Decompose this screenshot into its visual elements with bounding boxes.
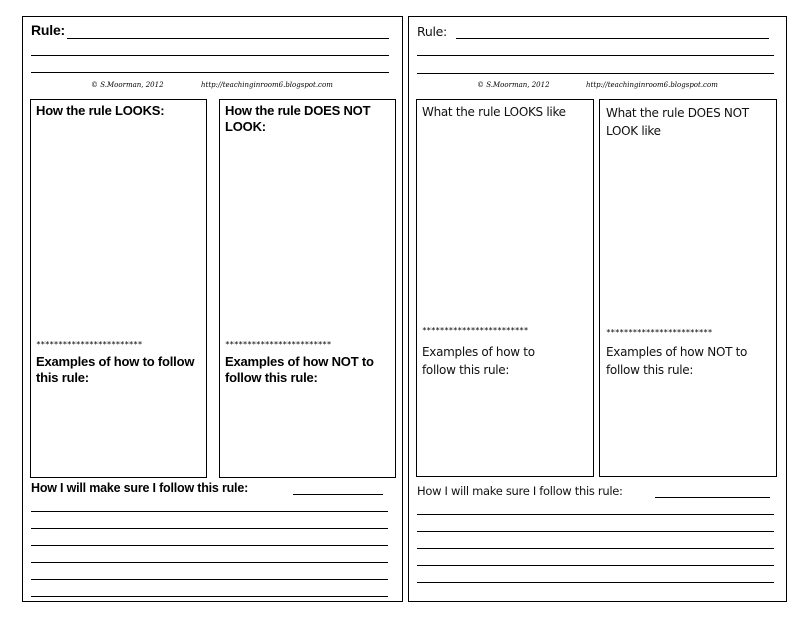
left-worksheet	[22, 16, 403, 602]
right-worksheet	[408, 16, 787, 602]
answer-line	[31, 562, 388, 563]
answer-line	[31, 545, 388, 546]
rule-line	[31, 55, 389, 56]
answer-line	[31, 528, 388, 529]
looks-heading: How the rule LOOKS:	[36, 103, 165, 118]
rule-line	[67, 38, 389, 39]
does-not-look-heading: How the rule DOES NOT LOOK:	[225, 103, 371, 134]
examples-not-heading: Examples of how NOT to follow this rule:	[225, 354, 374, 385]
credit-author: © S.Moorman, 2012	[91, 81, 164, 89]
answer-line	[417, 514, 774, 515]
answer-line	[31, 579, 388, 580]
rule-line	[456, 38, 769, 39]
examples-heading: Examples of how to follow this rule:	[422, 345, 535, 377]
examples-heading: Examples of how to follow this rule:	[36, 354, 195, 385]
answer-line	[417, 548, 774, 549]
does-not-look-box	[599, 99, 777, 477]
looks-box	[30, 99, 207, 478]
examples-not-heading: Examples of how NOT to follow this rule:	[606, 345, 748, 377]
credit-url: http://teachinginroom6.blogspot.com	[586, 81, 718, 89]
rule-line	[417, 55, 774, 56]
rule-label: Rule:	[31, 22, 66, 38]
divider-stars: ************************	[36, 340, 142, 349]
divider-stars: ************************	[422, 326, 528, 335]
answer-line	[31, 511, 388, 512]
does-not-look-box	[219, 99, 396, 478]
answer-line	[293, 494, 383, 495]
rule-line	[417, 73, 774, 74]
credit-author: © S.Moorman, 2012	[477, 81, 550, 89]
rule-line	[31, 72, 389, 73]
answer-line	[417, 582, 774, 583]
does-not-look-heading: What the rule DOES NOT LOOK like	[606, 106, 749, 138]
answer-line	[31, 596, 388, 597]
rule-label: Rule:	[417, 24, 447, 39]
divider-stars: ************************	[606, 328, 712, 337]
divider-stars: ************************	[225, 340, 331, 349]
answer-line	[417, 565, 774, 566]
answer-line	[655, 497, 770, 498]
answer-line	[417, 531, 774, 532]
looks-box	[416, 99, 594, 477]
looks-heading: What the rule LOOKS like	[422, 105, 566, 119]
follow-prompt: How I will make sure I follow this rule:	[31, 481, 249, 495]
follow-prompt: How I will make sure I follow this rule:	[417, 484, 623, 498]
credit-url: http://teachinginroom6.blogspot.com	[201, 81, 333, 89]
